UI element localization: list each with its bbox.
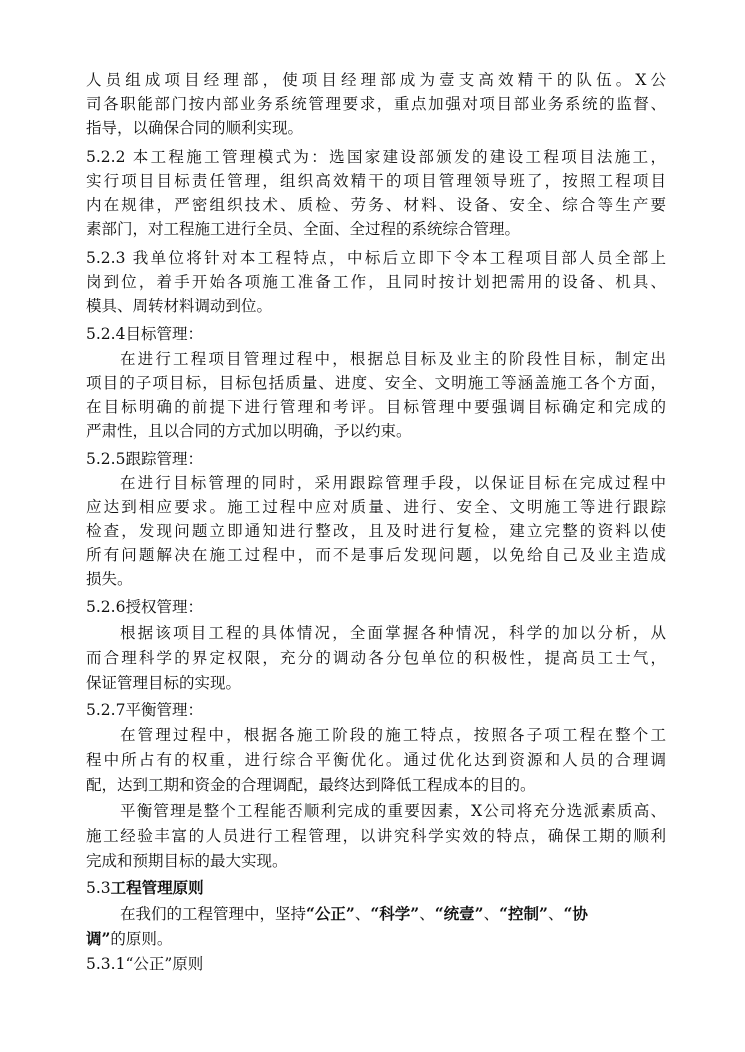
paragraph-line: 岗到位，着手开始各项施工准备工作，且同时按计划把需用的设备、机具、 bbox=[86, 273, 666, 291]
section-heading-5-3 bbox=[86, 876, 666, 900]
paragraph-line: 而合理科学的界定权限，充分的调动各分包单位的积极性，提高员工士气， bbox=[86, 649, 666, 667]
section-number: 5.3 bbox=[86, 879, 111, 897]
section-title: 工程管理原则 bbox=[110, 878, 204, 897]
principle-line-continued bbox=[86, 927, 666, 951]
principle-lead: 在我们的工程管理中，坚持 bbox=[120, 905, 307, 923]
paragraph-line: 人员组成项目经理部，使项目经理部成为壹支高效精干的队伍。X公 bbox=[86, 71, 666, 89]
principle-item: 调” bbox=[86, 929, 111, 948]
paragraph-line: 实行项目目标责任管理，组织高效精干的项目管理领导班了，按照工程项目 bbox=[86, 172, 666, 190]
paragraph-line: 在管理过程中，根据各施工阶段的施工特点，按照各子项工程在整个工 bbox=[120, 726, 666, 744]
paragraph-line: 严肃性，且以合同的方式加以明确，予以约束。 bbox=[86, 422, 412, 440]
principle-item: “协 bbox=[563, 904, 588, 923]
separator: 、 bbox=[354, 905, 371, 923]
paragraph-line: 模具、周转材料调动到位。 bbox=[86, 297, 273, 315]
paragraph-line: 素部门，对工程施工进行全员、全面、全过程的系统综合管理。 bbox=[86, 220, 521, 238]
section-heading-5-2-4: 5.2.4目标管理： bbox=[86, 325, 203, 343]
separator: 、 bbox=[547, 905, 564, 923]
principle-tail: 的原则。 bbox=[110, 930, 173, 948]
paragraph-line: 内在规律，严密组织技术、质检、劳务、材料、设备、安全、综合等生产要 bbox=[86, 196, 666, 214]
section-heading-5-2-6: 5.2.6授权管理： bbox=[86, 598, 203, 616]
paragraph-line: 项目的子项目标，目标包括质量、进度、安全、文明施工等涵盖施工各个方面， bbox=[86, 374, 666, 392]
paragraph-line: 配，达到工期和资金的合理调配，最终达到降低工程成本的目的。 bbox=[86, 776, 536, 794]
separator: 、 bbox=[483, 905, 500, 923]
principle-item: “统壹” bbox=[434, 904, 484, 923]
paragraph-line: 所有问题解决在施工过程中，而不是事后发现问题，以免给自己及业主造成 bbox=[86, 546, 666, 564]
principle-item: “公正” bbox=[306, 904, 355, 923]
section-heading-5-2-5: 5.2.5跟踪管理： bbox=[86, 450, 203, 468]
principle-item: “科学” bbox=[370, 904, 420, 923]
section-heading-5-3-1: 5.3.1“公正”原则 bbox=[86, 955, 204, 973]
paragraph-line: 在进行目标管理的同时，采用跟踪管理手段，以保证目标在完成过程中 bbox=[120, 474, 666, 492]
paragraph-line: 平衡管理是整个工程能否顺利完成的重要因素，X公司将充分选派素质高、 bbox=[120, 802, 666, 820]
paragraph-line: 检查，发现问题立即通知进行整改，且及时进行复检，建立完整的资料以使 bbox=[86, 522, 666, 540]
paragraph-line: 根据该项目工程的具体情况，全面掌握各种情况，科学的加以分析，从 bbox=[120, 624, 666, 642]
principle-line bbox=[120, 902, 666, 926]
paragraph-line: 完成和预期目标的最大实现。 bbox=[86, 852, 288, 870]
paragraph-line: 应达到相应要求。施工过程中应对质量、进行、安全、文明施工等进行跟踪 bbox=[86, 498, 666, 516]
paragraph-line: 程中所占有的权重，进行综合平衡优化。通过优化达到资源和人员的合理调 bbox=[86, 751, 666, 769]
paragraph-line: 5.2.2 本工程施工管理模式为：选国家建设部颁发的建设工程项目法施工， bbox=[86, 148, 666, 166]
paragraph-line: 保证管理目标的实现。 bbox=[86, 674, 242, 692]
section-heading-5-2-7: 5.2.7平衡管理： bbox=[86, 701, 203, 719]
paragraph-line: 损失。 bbox=[86, 570, 133, 588]
principle-item: “控制” bbox=[499, 904, 548, 923]
paragraph-line: 在进行工程项目管理过程中，根据总目标及业主的阶段性目标，制定出 bbox=[120, 350, 666, 368]
paragraph-line: 5.2.3 我单位将针对本工程特点，中标后立即下令本工程项目部人员全部上 bbox=[86, 249, 666, 267]
paragraph-line: 指导，以确保合同的顺利实现。 bbox=[86, 119, 304, 137]
paragraph-line: 在目标明确的前提下进行管理和考评。目标管理中要强调目标确定和完成的 bbox=[86, 398, 666, 416]
paragraph-line: 司各职能部门按内部业务系统管理要求，重点加强对项目部业务系统的监督、 bbox=[86, 95, 666, 113]
separator: 、 bbox=[419, 905, 435, 923]
paragraph-line: 施工经验丰富的人员进行工程管理，以讲究科学实效的特点，确保工期的顺利 bbox=[86, 827, 666, 845]
